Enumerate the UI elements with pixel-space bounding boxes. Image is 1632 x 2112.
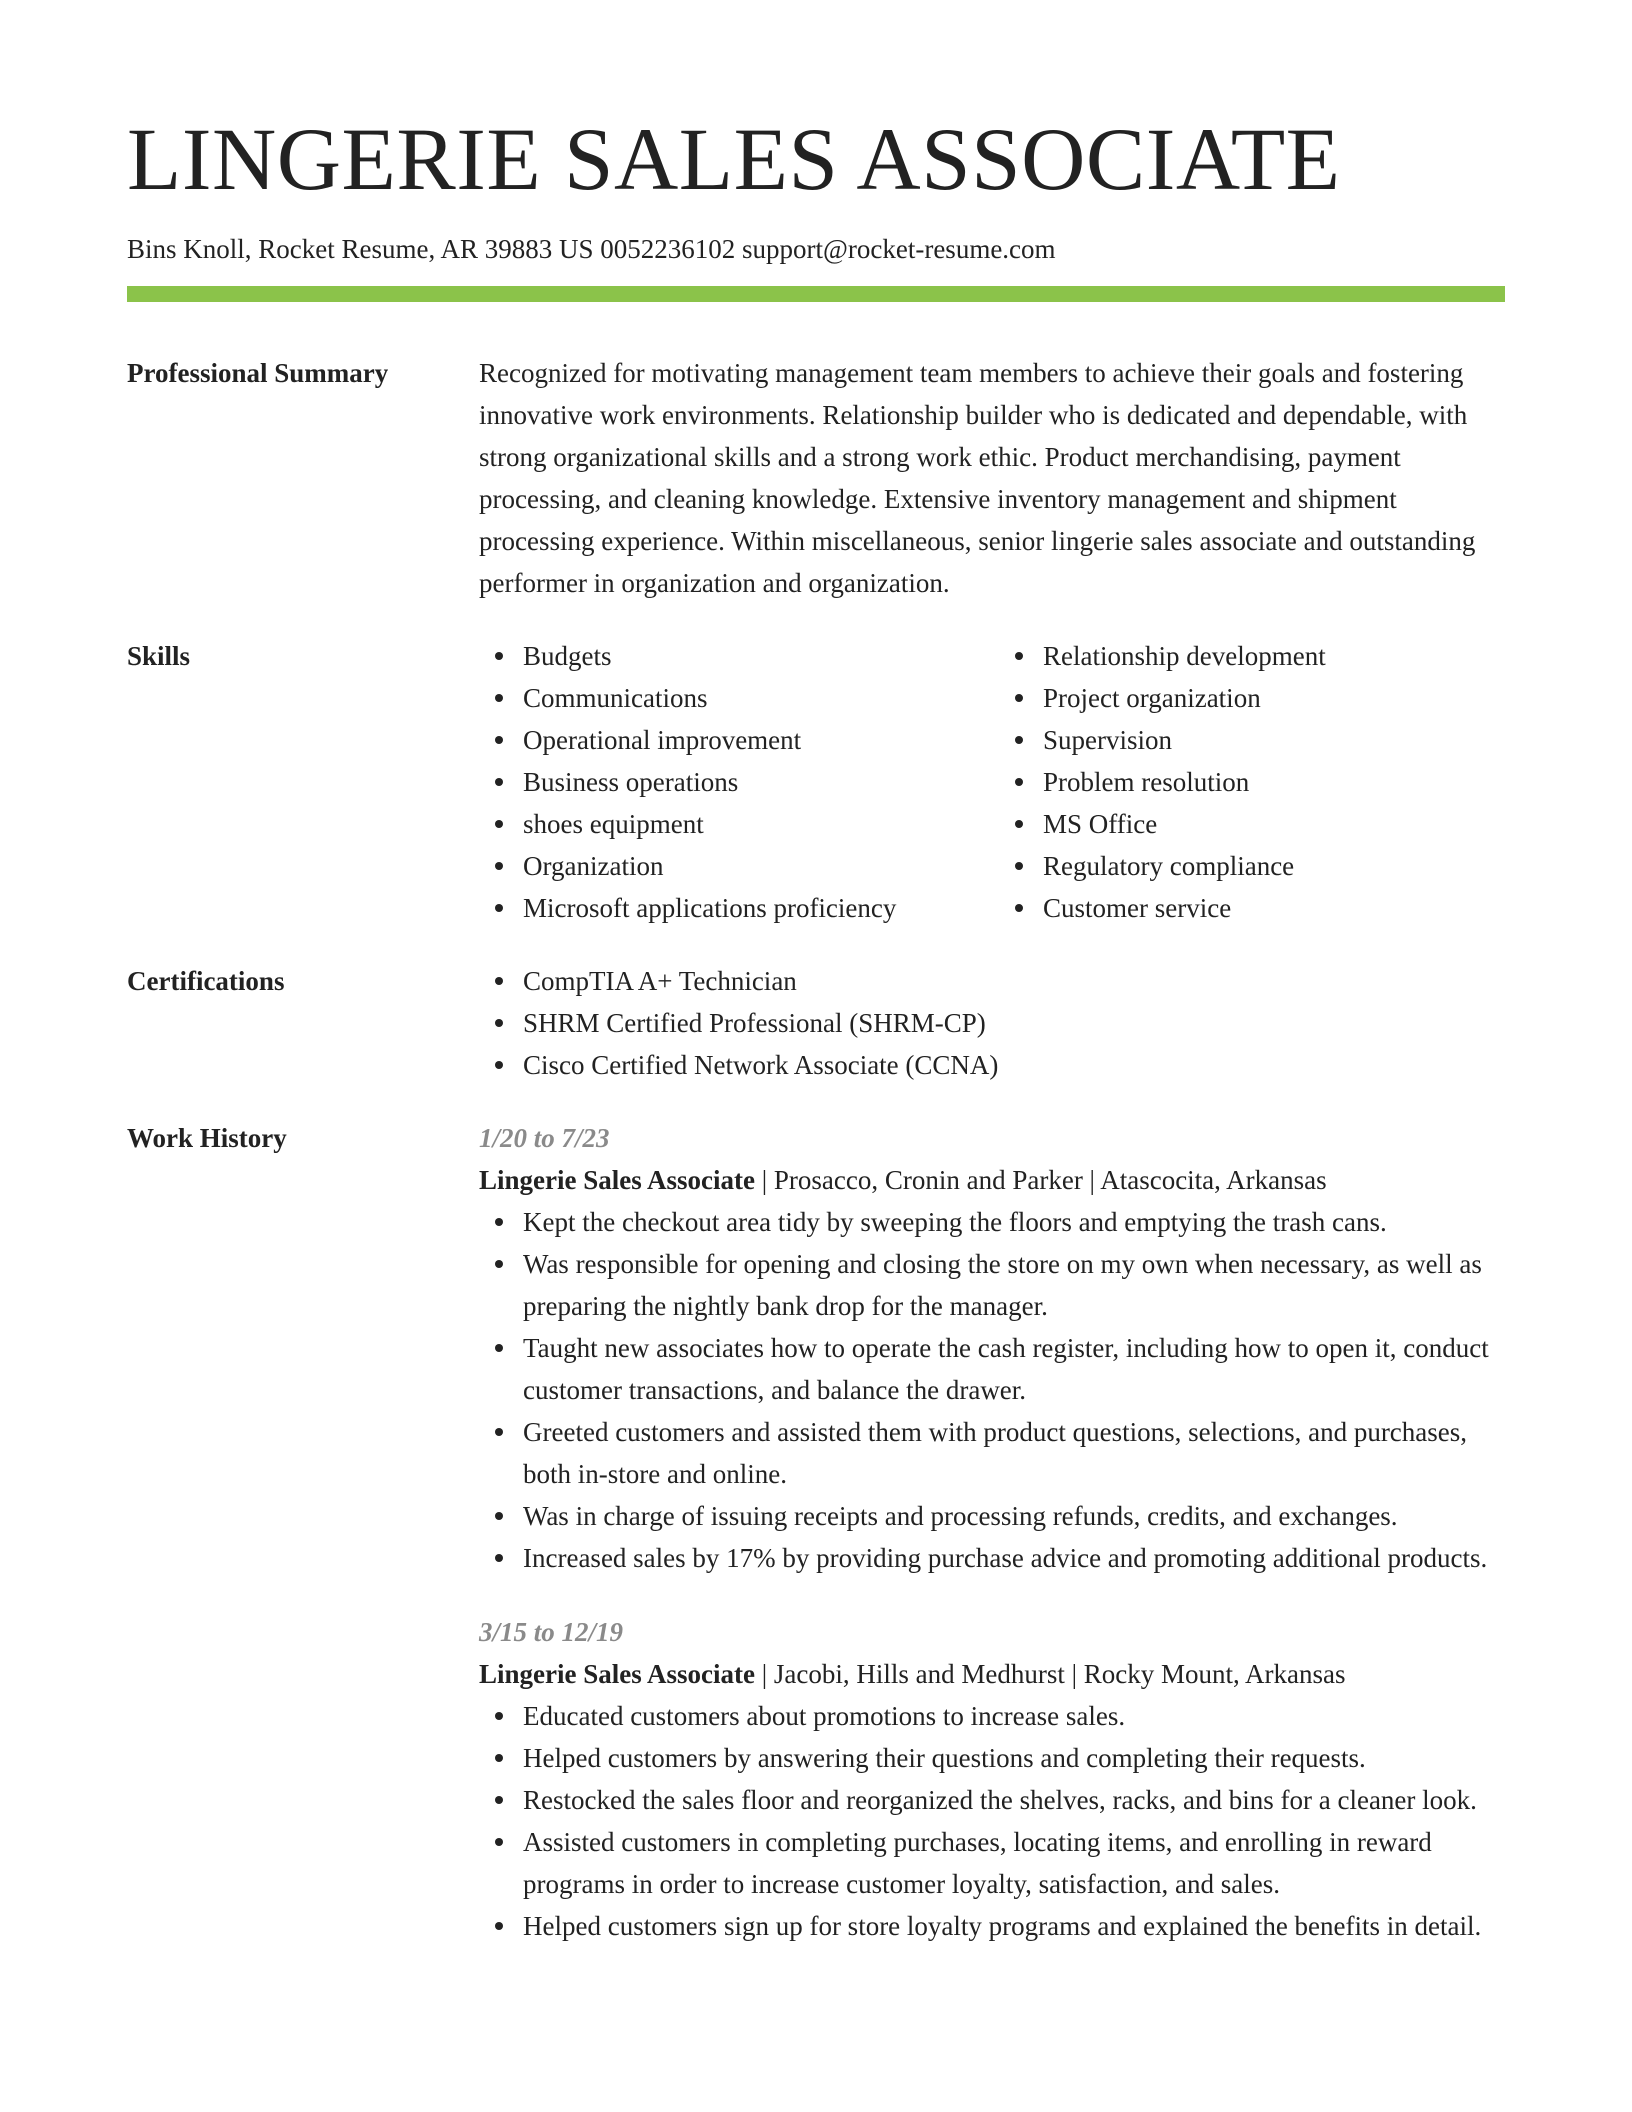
skills-columns [479,635,1505,929]
job-entry [479,1117,1505,1579]
job-bullets [479,1201,1505,1579]
job-title: Lingerie Sales Associate [479,1659,755,1690]
job-employer-location: | Jacobi, Hills and Medhurst | Rocky Mount, Arkansas [754,1659,1346,1690]
job-bullet: Helped customers sign up for store loyalty programs and explained the benefits in detail. [523,1905,1505,1947]
job-bullet: Educated customers about promotions to increase sales. [523,1695,1505,1737]
skill-item: Regulatory compliance [1043,845,1503,887]
job-bullet: Taught new associates how to operate the cash register, including how to open it, conduct customer transactions, and balance the drawer. [523,1327,1505,1411]
work-history-heading: Work History [127,1123,287,1154]
job-bullet: Greeted customers and assisted them with product questions, selections, and purchases, both in-store and online. [523,1411,1505,1495]
skills-heading: Skills [127,641,191,672]
job-dates: 1/20 to 7/23 [479,1123,610,1154]
certification-item: Cisco Certified Network Associate (CCNA) [523,1044,1505,1086]
skill-item: Relationship development [1043,635,1503,677]
skill-item: Organization [523,845,983,887]
skill-item: Problem resolution [1043,761,1503,803]
resume-name: LINGERIE SALES ASSOCIATE [127,111,1341,209]
job-bullet: Increased sales by 17% by providing purchase advice and promoting additional products. [523,1537,1505,1579]
job-title: Lingerie Sales Associate [479,1165,755,1196]
skill-item: Communications [523,677,983,719]
skills-section [127,635,1505,929]
job-bullet: Was in charge of issuing receipts and processing refunds, credits, and exchanges. [523,1495,1505,1537]
job-bullet: Helped customers by answering their questions and completing their requests. [523,1737,1505,1779]
job-header [479,1653,1505,1695]
summary-heading: Professional Summary [127,358,389,389]
certification-item: CompTIA A+ Technician [523,960,1505,1002]
job-bullet: Kept the checkout area tidy by sweeping the floors and emptying the trash cans. [523,1201,1505,1243]
skills-left-list [479,635,983,929]
skill-item: Budgets [523,635,983,677]
skill-item: Operational improvement [523,719,983,761]
job-entry [479,1611,1505,1947]
certifications-list [479,960,1505,1086]
certification-item: SHRM Certified Professional (SHRM-CP) [523,1002,1505,1044]
skill-item: MS Office [1043,803,1503,845]
header-accent-rule [127,286,1505,302]
certifications-section [127,960,1505,1086]
skills-right-list [983,635,1503,929]
summary-section [127,352,1505,604]
contact-line: Bins Knoll, Rocket Resume, AR 39883 US 0052236102 support@rocket-resume.com [127,234,1056,264]
summary-text: Recognized for motivating management team members to achieve their goals and fostering innovative work environments. Relationship builder who is dedicated and dependable, with strong organizational skills and a strong work ethic. Product merchandising, payment processing, and cleaning knowledge. Extensive inventory management and shipment processing experience. Within miscellaneous, senior lingerie sales associate and outstanding performer in organization and organization. [479,358,1476,599]
job-employer-location: | Prosacco, Cronin and Parker | Atascocita, Arkansas [754,1165,1327,1196]
skill-item: Supervision [1043,719,1503,761]
job-bullet: Restocked the sales floor and reorganized the shelves, racks, and bins for a cleaner look. [523,1779,1505,1821]
job-header [479,1159,1505,1201]
job-bullet: Was responsible for opening and closing the store on my own when necessary, as well as preparing the nightly bank drop for the manager. [523,1243,1505,1327]
certifications-heading: Certifications [127,966,285,997]
skill-item: Business operations [523,761,983,803]
skill-item: Customer service [1043,887,1503,929]
skill-item: shoes equipment [523,803,983,845]
work-history-section [127,1117,1505,1947]
job-bullets [479,1695,1505,1947]
job-bullet: Assisted customers in completing purchases, locating items, and enrolling in reward programs in order to increase customer loyalty, satisfaction, and sales. [523,1821,1505,1905]
skill-item: Microsoft applications proficiency [523,887,983,929]
job-dates: 3/15 to 12/19 [479,1617,624,1648]
skill-item: Project organization [1043,677,1503,719]
